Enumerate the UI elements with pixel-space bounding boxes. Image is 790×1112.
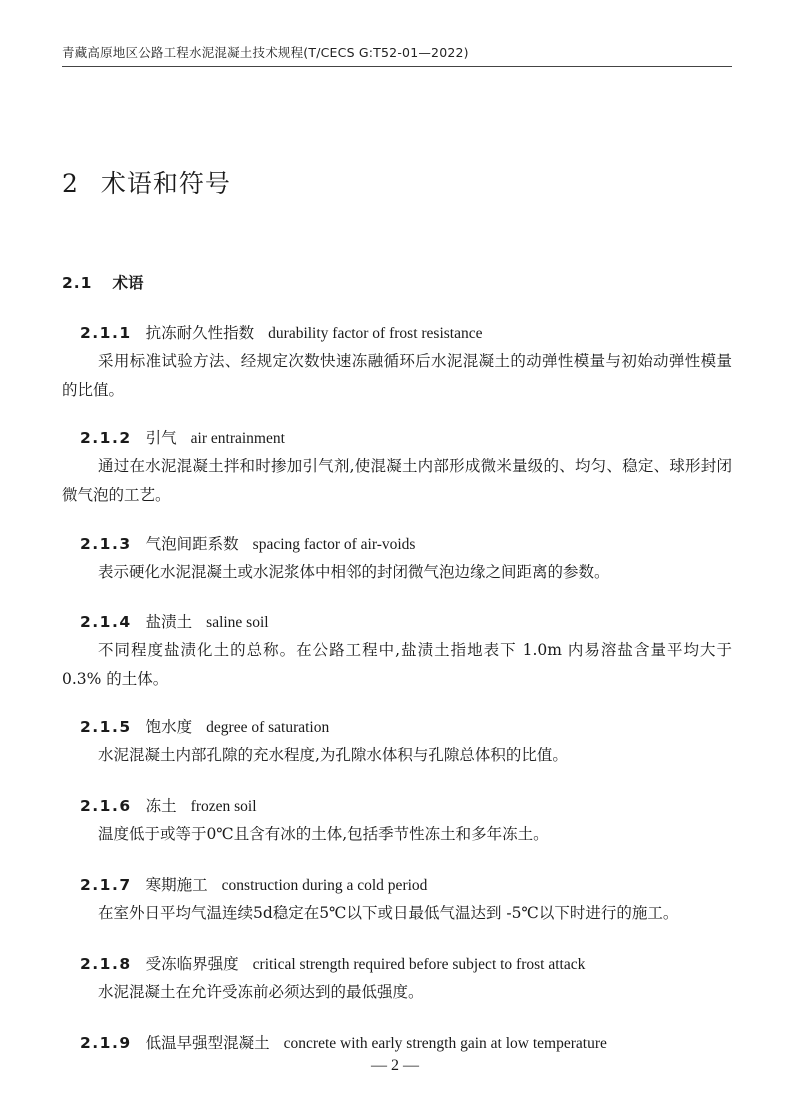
section-number: 2.1 — [62, 274, 93, 292]
term-entry — [62, 322, 732, 405]
term-english: durability factor of frost resistance — [268, 325, 483, 342]
term-chinese: 引气 — [145, 429, 177, 447]
chapter-number: 2 — [62, 169, 79, 198]
term-number: 2.1.7 — [80, 876, 132, 894]
term-number: 2.1.6 — [80, 797, 132, 815]
running-header: 青藏高原地区公路工程水泥混凝土技术规程(T/CECS G:T52-01—2022) — [62, 45, 469, 60]
term-line — [62, 953, 732, 976]
term-entry — [62, 953, 732, 1007]
term-definition: 水泥混凝土在允许受冻前必须达到的最低强度。 — [98, 983, 424, 1001]
term-definition: 采用标准试验方法、经规定次数快速冻融循环后水泥混凝土的动弹性模量与初始动弹性模量的比值。 — [62, 352, 732, 399]
term-line — [62, 533, 732, 556]
term-entry — [62, 427, 732, 510]
section-heading — [62, 271, 143, 293]
term-number: 2.1.9 — [80, 1034, 132, 1052]
term-chinese: 气泡间距系数 — [145, 535, 239, 553]
term-definition: 表示硬化水泥混凝土或水泥浆体中相邻的封闭微气泡边缘之间距离的参数。 — [98, 563, 610, 581]
term-entry — [62, 1032, 732, 1055]
term-english: construction during a cold period — [221, 877, 428, 894]
term-line — [62, 874, 732, 897]
term-line — [62, 611, 732, 634]
term-chinese: 饱水度 — [145, 718, 193, 736]
term-line — [62, 1032, 732, 1055]
term-english: air entrainment — [190, 430, 285, 447]
term-number: 2.1.2 — [80, 429, 132, 447]
term-chinese: 盐渍土 — [145, 613, 193, 631]
chapter-title — [62, 164, 231, 200]
term-entry — [62, 611, 732, 694]
term-line — [62, 716, 732, 739]
term-english: frozen soil — [190, 798, 257, 815]
term-entry — [62, 795, 732, 849]
term-number: 2.1.1 — [80, 324, 132, 342]
term-english: degree of saturation — [206, 719, 330, 736]
term-line — [62, 427, 732, 450]
term-english: saline soil — [206, 614, 269, 631]
term-number: 2.1.5 — [80, 718, 132, 736]
term-definition: 不同程度盐渍化土的总称。在公路工程中,盐渍土指地表下 1.0m 内易溶盐含量平均大于 0.3% 的土体。 — [62, 641, 732, 688]
section-title-text: 术语 — [112, 274, 144, 292]
term-number: 2.1.3 — [80, 535, 132, 553]
term-chinese: 抗冻耐久性指数 — [145, 324, 255, 342]
term-number: 2.1.4 — [80, 613, 132, 631]
term-definition: 水泥混凝土内部孔隙的充水程度,为孔隙水体积与孔隙总体积的比值。 — [98, 746, 568, 764]
term-entry — [62, 874, 732, 928]
term-english: critical strength required before subject to frost attack — [252, 956, 586, 973]
header-rule — [62, 66, 732, 67]
term-line — [62, 795, 732, 818]
term-definition: 在室外日平均气温连续5d稳定在5℃以下或日最低气温达到 -5℃以下时进行的施工。 — [98, 904, 679, 922]
term-chinese: 冻土 — [145, 797, 177, 815]
term-chinese: 低温早强型混凝土 — [145, 1034, 270, 1052]
term-definition: 通过在水泥混凝土拌和时掺加引气剂,使混凝土内部形成微米量级的、均匀、稳定、球形封闭微气泡的工艺。 — [62, 457, 732, 504]
term-english: spacing factor of air-voids — [252, 536, 416, 553]
term-entry — [62, 716, 732, 770]
term-chinese: 寒期施工 — [145, 876, 208, 894]
term-definition: 温度低于或等于0℃且含有冰的土体,包括季节性冻土和多年冻土。 — [98, 825, 549, 843]
page-number: — 2 — — [371, 1057, 419, 1074]
term-english: concrete with early strength gain at low temperature — [283, 1035, 607, 1052]
term-entry — [62, 533, 732, 587]
chapter-title-text: 术语和符号 — [100, 169, 231, 198]
term-number: 2.1.8 — [80, 955, 132, 973]
term-line — [62, 322, 732, 345]
term-chinese: 受冻临界强度 — [145, 955, 239, 973]
